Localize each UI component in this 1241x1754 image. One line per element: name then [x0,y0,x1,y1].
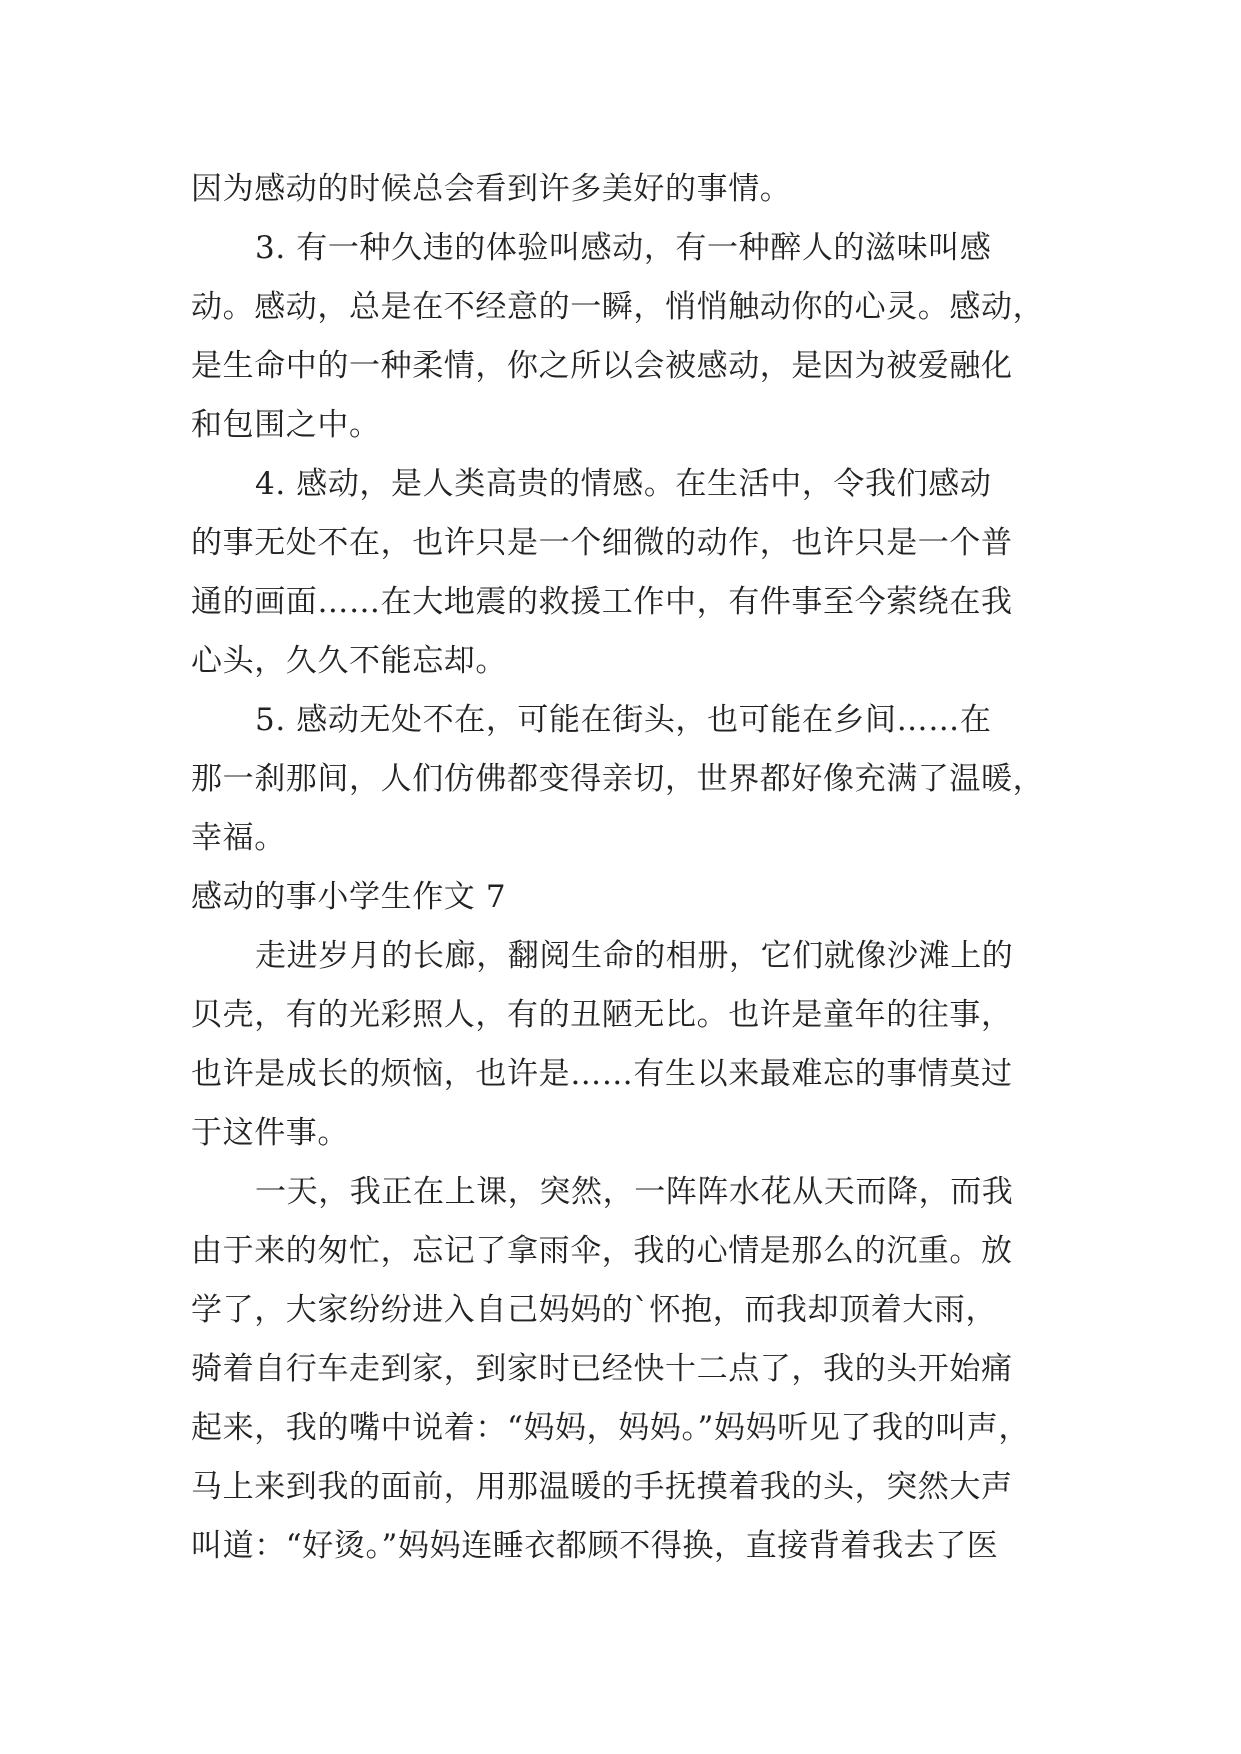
paragraph-line: 那一刹那间，人们仿佛都变得亲切，世界都好像充满了温暖， [191,761,1045,797]
paragraph-line: 动。感动，总是在不经意的一瞬，悄悄触动你的心灵。感动， [191,289,1045,325]
paragraph-line: 心头，久久不能忘却。 [191,643,507,679]
paragraph-line: 的事无处不在，也许只是一个细微的动作，也许只是一个普 [191,525,1013,561]
paragraph-line: 叫道：“好烫。”妈妈连睡衣都顾不得换，直接背着我去了医 [191,1528,999,1564]
paragraph-line: 一天，我正在上课，突然，一阵阵水花从天而降，而我 [255,1174,1014,1210]
section-heading: 感动的事小学生作文 7 [191,879,507,915]
paragraph-line: 5. 感动无处不在，可能在街头，也可能在乡间……在 [255,702,992,738]
paragraph-line: 骑着自行车走到家，到家时已经快十二点了，我的头开始痛 [191,1351,1013,1387]
paragraph-line: 马上来到我的面前，用那温暖的手抚摸着我的头，突然大声 [191,1469,1013,1505]
paragraph-line: 学了，大家纷纷进入自己妈妈的`怀抱，而我却顶着大雨， [191,1292,998,1328]
paragraph-line: 起来，我的嘴中说着：“妈妈，妈妈。”妈妈听见了我的叫声， [191,1410,1030,1446]
paragraph-line: 于这件事。 [191,1115,349,1151]
paragraph-line: 走进岁月的长廊，翻阅生命的相册，它们就像沙滩上的 [255,938,1014,974]
paragraph-line: 3. 有一种久违的体验叫感动，有一种醉人的滋味叫感 [255,230,992,266]
paragraph-line: 幸福。 [191,820,286,856]
paragraph-line: 是生命中的一种柔情，你之所以会被感动，是因为被爱融化 [191,348,1013,384]
paragraph-line: 由于来的匆忙，忘记了拿雨伞，我的心情是那么的沉重。放 [191,1233,1013,1269]
paragraph-line: 4. 感动，是人类高贵的情感。在生活中，令我们感动 [255,466,992,502]
paragraph-line: 通的画面……在大地震的救援工作中，有件事至今萦绕在我 [191,584,1013,620]
paragraph-line: 因为感动的时候总会看到许多美好的事情。 [191,171,792,207]
paragraph-line: 和包围之中。 [191,407,381,443]
paragraph-line: 贝壳，有的光彩照人，有的丑陋无比。也许是童年的往事， [191,997,1013,1033]
essay-body [191,160,1053,1576]
paragraph-line: 也许是成长的烦恼，也许是……有生以来最难忘的事情莫过 [191,1056,1013,1092]
